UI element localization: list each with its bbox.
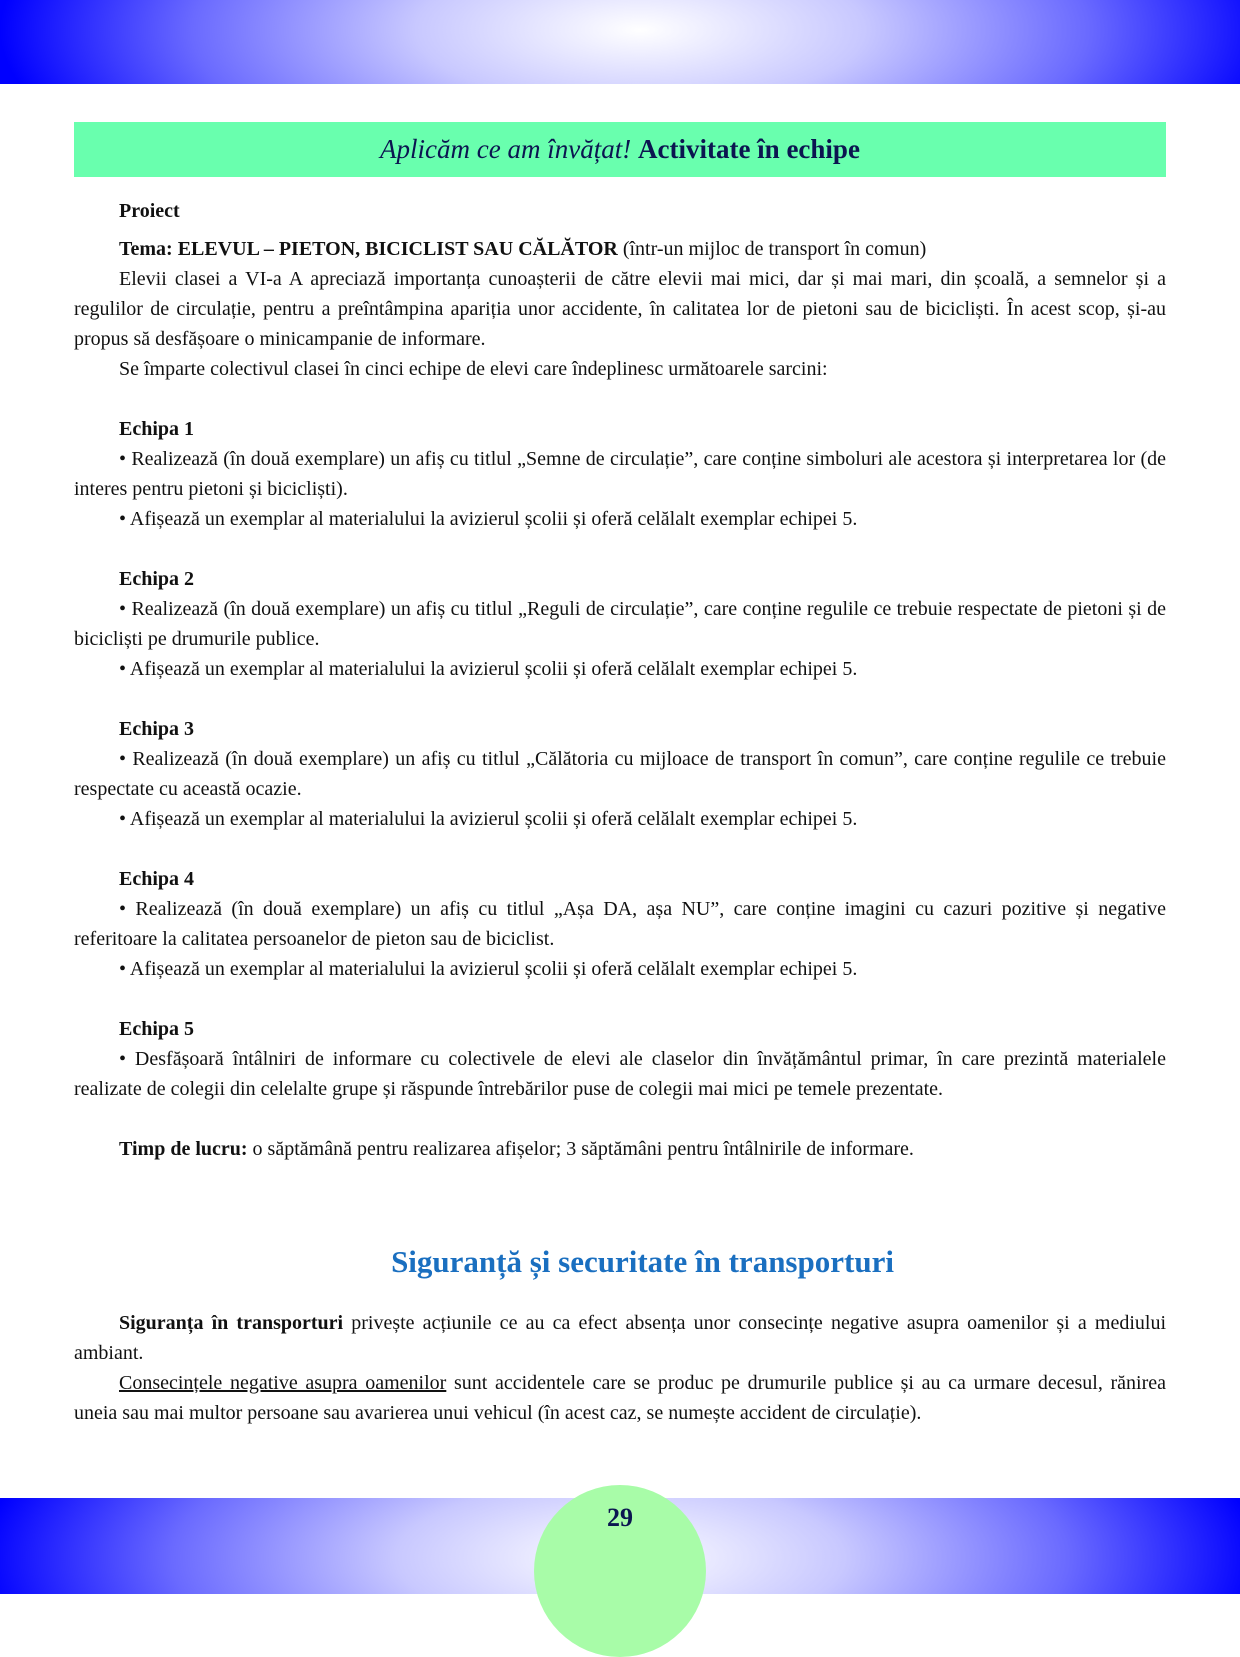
team-task: • Realizează (în două exemplare) un afiș cu titlul „Semne de circulație”, care conține simboluri ale acestora și interpretarea lor (de interes pentru pietoni și bicicliști).: [74, 448, 1166, 500]
team-task: • Afișează un exemplar al materialului la avizierul școlii și oferă celălalt exemplar echipei 5.: [119, 808, 858, 830]
project-intro: Elevii clasei a VI-a A apreciază importanța cunoașterii de către elevii mai mici, dar și mai mari, din școală, a semnelor și a regulilor de circulație, pentru a preîntâmpina apariția unor accidente, în calitatea lor de pietoni sau de bicicliști. În acest scop, și-au propus să desfășoare o minicampanie de informare.: [74, 268, 1166, 350]
section-paragraph-1: [74, 1308, 1166, 1368]
team-title: Echipa 3: [119, 718, 195, 740]
team-task: • Realizează (în două exemplare) un afiș cu titlul „Așa DA, așa NU”, care conține imagini cu cazuri pozitive și negative referitoare la calitatea persoanelor de pieton sau de biciclist.: [74, 898, 1166, 950]
theme-title: Tema: ELEVUL – PIETON, BICICLIST SAU CĂLĂTOR: [119, 238, 618, 260]
header-band: [0, 0, 1240, 84]
work-time: [74, 1134, 1166, 1164]
banner-italic: Aplicăm ce am învățat!: [380, 134, 632, 164]
team-title: Echipa 4: [119, 868, 195, 890]
team-title: Echipa 2: [119, 568, 195, 590]
activity-banner: [74, 122, 1166, 177]
project-split: Se împarte colectivul clasei în cinci echipe de elevi care îndeplinesc următoarele sarcini:: [119, 358, 828, 380]
project-theme: [74, 234, 1166, 264]
team-task: • Afișează un exemplar al materialului la avizierul școlii și oferă celălalt exemplar echipei 5.: [119, 508, 858, 530]
project-label: Proiect: [119, 200, 180, 222]
p2-rest: sunt accidentele care se produc pe drumurile publice și au ca urmare decesul, rănirea uneia sau mai multor persoane sau avarierea unui vehicul (în acest caz, se numește accident de circulație).: [74, 1372, 1167, 1424]
team-title: Echipa 1: [119, 418, 195, 440]
theme-subtitle: (într-un mijloc de transport în comun): [617, 238, 927, 260]
team-task: • Afișează un exemplar al materialului la avizierul școlii și oferă celălalt exemplar echipei 5.: [119, 658, 858, 680]
banner-bold: Activitate în echipe: [637, 134, 860, 164]
work-time-text: o săptămână pentru realizarea afișelor; 3 săptămâni pentru întâlnirile de informare.: [247, 1138, 914, 1160]
team-title: Echipa 5: [119, 1018, 195, 1040]
p2-underline: Consecințele negative asupra oamenilor: [119, 1372, 447, 1394]
page-content: [74, 196, 1166, 1428]
team-task: • Desfășoară întâlniri de informare cu colectivele de elevi ale claselor din învățământul primar, în care prezintă materialele realizate de colegii din celelalte grupe și răspunde întrebărilor puse de colegii mai mici pe temele prezentate.: [74, 1048, 1166, 1100]
page-number-badge: [534, 1485, 706, 1657]
team-task: • Afișează un exemplar al materialului la avizierul școlii și oferă celălalt exemplar echipei 5.: [119, 958, 858, 980]
team-task: • Realizează (în două exemplare) un afiș cu titlul „Călătoria cu mijloace de transport în comun”, care conține regulile ce trebuie respectate cu această ocazie.: [74, 748, 1166, 800]
page-number: 29: [607, 1503, 633, 1532]
work-time-label: Timp de lucru:: [119, 1138, 248, 1160]
section-title: Siguranță și securitate în transporturi: [391, 1244, 894, 1279]
section-paragraph-2: [74, 1368, 1166, 1428]
p1-rest: privește acțiunile ce au ca efect absența unor consecințe negative asupra oamenilor și a mediului ambiant.: [74, 1312, 1166, 1364]
teams-list: [74, 384, 1166, 1104]
p1-bold: Siguranța în transporturi: [119, 1312, 344, 1334]
team-task: • Realizează (în două exemplare) un afiș cu titlul „Reguli de circulație”, care conține regulile ce trebuie respectate de pietoni și de bicicliști pe drumurile publice.: [74, 598, 1166, 650]
